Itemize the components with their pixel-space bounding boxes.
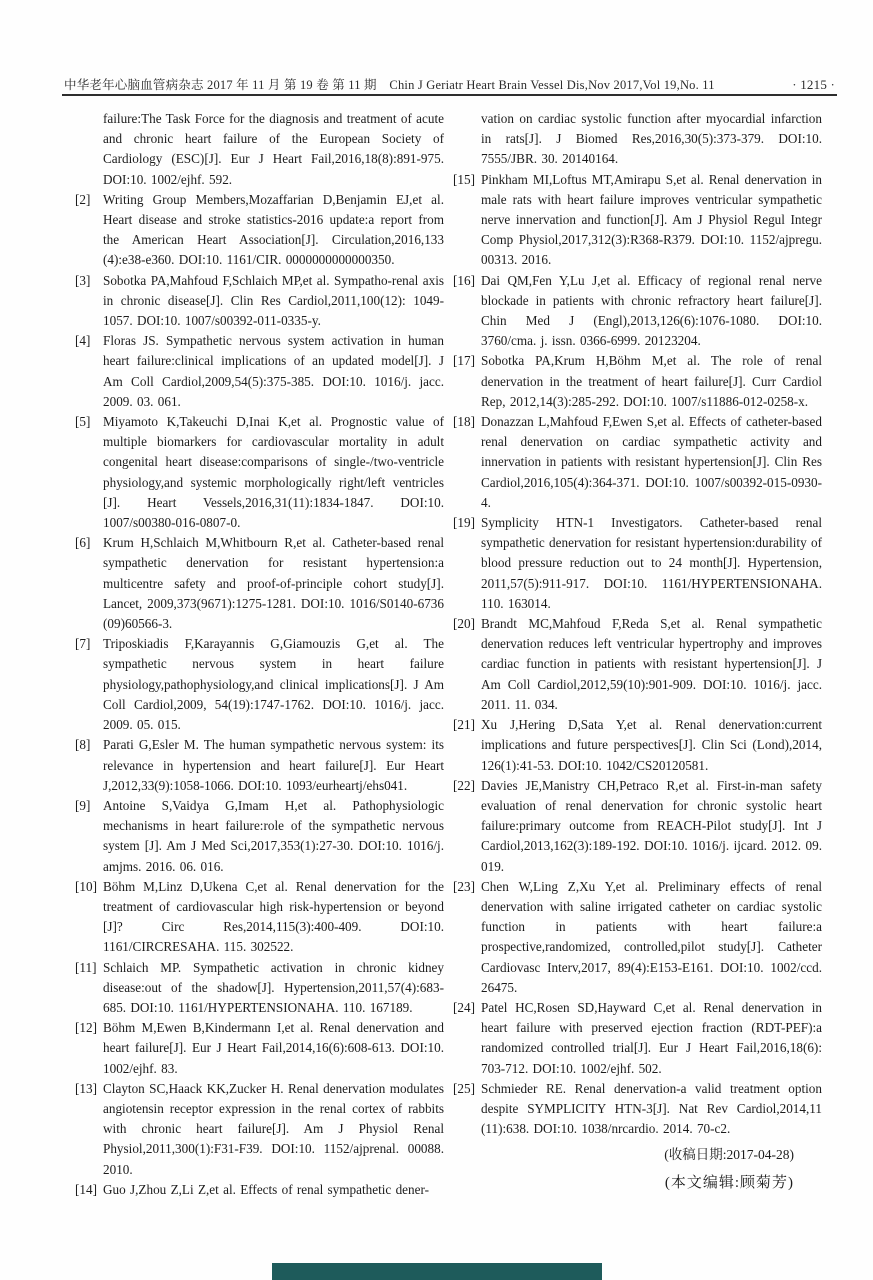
reference-text: Brandt MC,Mahfoud F,Reda S,et al. Renal sympathetic denervation reduces left ventricular hypertrophy and improves cardiac function in patients with resistant hypertension[J]. J Am Coll Cardiol,2012,59(10):901-909. DOI:10. 1016/j. jacc. 2011. 11. 034. (481, 616, 822, 712)
reference-number: [8] (75, 737, 91, 753)
reference-text: Patel HC,Rosen SD,Hayward C,et al. Renal denervation in heart failure with preserved ejection fraction (RDT-PEF):a randomized controlled trial[J]. Eur J Heart Fail,2016,18(6): 703-712. DOI:10. 1002/ejhf. 502. (481, 999, 822, 1076)
reference-text: failure:The Task Force for the diagnosis and treatment of acute and chronic heart failure of the European Society of Cardiology (ESC)[J]. Eur J Heart Fail,2016,18(8):891-975. DOI:10. 1002/ejhf. 592. (103, 111, 444, 187)
reference-entry (453, 715, 822, 776)
reference-number: [20] (453, 616, 475, 632)
reference-text: Dai QM,Fen Y,Lu J,et al. Efficacy of regional renal nerve blockade in patients with chronic refractory heart failure[J]. Chin Med J (Engl),2013,126(6):1076-1080. DOI:10. 3760/cma. j. issn. 0366-6999. 20123204. (481, 272, 822, 349)
reference-number: [15] (453, 171, 475, 187)
reference-text: Pinkham MI,Loftus MT,Amirapu S,et al. Renal denervation in male rats with heart failure improves ventricular sympathetic nerve innervation and function[J]. Am J Physiol Regul Integr Comp Physiol,2017,312(3):R368-R379. DOI:10. 1152/ajpregu. 00313. 2016. (481, 171, 822, 268)
reference-text: Chen W,Ling Z,Xu Y,et al. Preliminary effects of renal denervation with saline irrigated catheter on cardiac systolic function in patients with heart failure:a prospective,randomized, controlled,pilot study[J]. Catheter Cardiovasc Interv,2017, 89(4):E153-E161. DOI:10. 1002/ccd. 26475. (481, 878, 822, 995)
header-rule (62, 94, 837, 96)
reference-number: [10] (75, 878, 97, 894)
reference-text: Sobotka PA,Krum H,Böhm M,et al. The role of renal denervation in the treatment of heart failure[J]. Curr Cardiol Rep, 2012,14(3):285-292. DOI:10. 1007/s11886-012-0258-x. (481, 353, 822, 409)
reference-text: Floras JS. Sympathetic nervous system activation in human heart failure:clinical implications of an updated model[J]. J Am Coll Cardiol,2009,54(5):375-385. DOI:10. 1016/j. jacc. 2009. 03. 061. (103, 333, 444, 409)
reference-entry (453, 614, 822, 715)
reference-entry (453, 998, 822, 1079)
reference-text: Xu J,Hering D,Sata Y,et al. Renal denervation:current implications and future perspectives[J]. Clin Sci (Lond),2014, 126(1):41-53. DOI:10. 1042/CS20120581. (481, 717, 822, 773)
reference-entry (75, 1018, 444, 1079)
reference-text: Guo J,Zhou Z,Li Z,et al. Effects of renal sympathetic dener- (103, 1181, 429, 1197)
reference-text: Triposkiadis F,Karayannis G,Giamouzis G,et al. The sympathetic nervous system in heart failure physiology,pathophysiology,and clinical implications[J]. J Am Coll Cardiol,2009, 54(19):1747-1762. DOI:10. 1016/j. jacc. 2009. 05. 015. (103, 636, 444, 733)
reference-number: [14] (75, 1181, 97, 1197)
references-column-left (75, 109, 444, 1200)
reference-number: [19] (453, 515, 475, 531)
reference-entry (75, 412, 444, 533)
reference-entry (75, 735, 444, 796)
reference-number: [21] (453, 717, 475, 733)
reference-entry (75, 877, 444, 958)
reference-text: Schlaich MP. Sympathetic activation in chronic kidney disease:out of the shadow[J]. Hypertension,2011,57(4):683-685. DOI:10. 1161/HYPERTENSIONAHA. 110. 167189. (103, 959, 444, 1015)
reference-text: Writing Group Members,Mozaffarian D,Benjamin EJ,et al. Heart disease and stroke statistics-2016 update:a report from the American Heart Association[J]. Circulation,2016,133 (4):e38-e360. DOI:10. 1161/CIR. 0000000000000350. (103, 191, 444, 268)
reference-number: [17] (453, 353, 475, 369)
reference-text: Schmieder RE. Renal denervation-a valid treatment option despite SYMPLICITY HTN-3[J]. Nat Rev Cardiol,2014,11 (11):638. DOI:10. 1038/nrcardio. 2014. 70-c2. (481, 1080, 822, 1137)
reference-text: vation on cardiac systolic function after myocardial infarction in rats[J]. J Biomed Res,2016,30(5):373-379. DOI:10. 7555/JBR. 30. 20140164. (481, 111, 822, 167)
reference-number: [16] (453, 272, 475, 288)
reference-entry (453, 109, 822, 170)
reference-entry (453, 776, 822, 877)
reference-text: Davies JE,Manistry CH,Petraco R,et al. First-in-man safety evaluation of renal denervation for chronic systolic heart failure:primary outcome from REACH-Pilot study[J]. Int J Cardiol,2013,162(3):189-192. DOI:10. 1016/j. ijcard. 2012. 09. 019. (481, 777, 822, 874)
reference-entry (75, 634, 444, 735)
reference-number: [5] (75, 414, 91, 430)
journal-citation: 中华老年心脑血管病杂志 2017 年 11 月 第 19 卷 第 11 期 Chin J Geriatr Heart Brain Vessel Dis,Nov 2017,Vol 19,No. 11 (64, 78, 715, 92)
reference-number: [13] (75, 1080, 97, 1096)
reference-number: [23] (453, 878, 475, 894)
reference-entry (75, 271, 444, 332)
bottom-bar (272, 1263, 602, 1280)
reference-entry (75, 331, 444, 412)
reference-text: Parati G,Esler M. The human sympathetic nervous system: its relevance in hypertension and heart failure[J]. Eur Heart J,2012,33(9):1058-1066. DOI:10. 1093/eurheartj/ehs041. (103, 737, 444, 793)
reference-entry (75, 190, 444, 271)
reference-entry (75, 533, 444, 634)
reference-text: Donazzan L,Mahfoud F,Ewen S,et al. Effects of catheter-based renal denervation on cardiac sympathetic activity and innervation in patients with resistant hypertension[J]. Clin Res Cardiol,2016,105(4):364-371. DOI:10. 1007/s00392-015-0930-4. (481, 414, 822, 510)
reference-entry (453, 877, 822, 998)
page-header (64, 75, 835, 93)
reference-number: [11] (75, 959, 97, 975)
reference-entry (453, 351, 822, 412)
reference-entry (453, 170, 822, 271)
reference-entry (453, 271, 822, 352)
editor-note: (本文编辑:顾菊芳) (664, 1175, 794, 1192)
reference-entry (75, 796, 444, 877)
reference-text: Sobotka PA,Mahfoud F,Schlaich MP,et al. Sympatho-renal axis in chronic disease[J]. Clin Res Cardiol,2011,100(12): 1049-1057. DOI:10. 1007/s00392-011-0335-y. (103, 272, 444, 329)
reference-entry (75, 109, 444, 190)
reference-number: [24] (453, 999, 475, 1015)
reference-number: [12] (75, 1020, 97, 1036)
reference-text: Symplicity HTN-1 Investigators. Catheter-based renal sympathetic denervation for resistant hypertension:durability of blood pressure reduction out to 24 month[J]. Hypertension, 2011,57(5):911-917. DOI:10. 1161/HYPERTENSIONAHA. 110. 163014. (481, 515, 822, 611)
reference-number: [22] (453, 777, 475, 793)
reference-text: Krum H,Schlaich M,Whitbourn R,et al. Catheter-based renal sympathetic denervation for resistant hypertension:a multicentre safety and proof-of-principle cohort study[J]. Lancet, 2009,373(9671):1275-1281. DOI:10. 1016/S0140-6736 (09)60566-3. (103, 535, 444, 632)
reference-text: Miyamoto K,Takeuchi D,Inai K,et al. Prognostic value of multiple biomarkers for cardiovascular mortality in adult congenital heart disease:comparisons of single-/two-ventricle physiology,and systemic morphologically right/left ventricles [J]. Heart Vessels,2016,31(11):1834-1847. DOI:10. 1007/s00380-016-0807-0. (103, 414, 444, 531)
reference-number: [4] (75, 333, 91, 349)
reference-number: [3] (75, 272, 91, 288)
reference-entry (453, 1079, 822, 1140)
references-section (75, 109, 822, 1200)
reference-text: Böhm M,Linz D,Ukena C,et al. Renal denervation for the treatment of cardiovascular high risk-hypertension or beyond [J]? Circ Res,2014,115(3):400-409. DOI:10. 1161/CIRCRESAHA. 115. 302522. (103, 878, 444, 955)
reference-number: [9] (75, 797, 91, 813)
reference-number: [18] (453, 414, 475, 430)
reference-entry (75, 958, 444, 1019)
reference-number: [6] (75, 535, 91, 551)
reference-entry (453, 412, 822, 513)
reference-text: Antoine S,Vaidya G,Imam H,et al. Pathophysiologic mechanisms in heart failure:role of the sympathetic nervous system [J]. Am J Med Sci,2017,353(1):27-30. DOI:10. 1016/j. amjms. 2016. 06. 016. (103, 797, 444, 874)
reference-entry (453, 513, 822, 614)
reference-text: Clayton SC,Haack KK,Zucker H. Renal denervation modulates angiotensin receptor expression in the renal cortex of rabbits with chronic heart failure[J]. Am J Physiol Renal Physiol,2011,300(1):F31-F39. DOI:10. 1152/ajprenal. 00088. 2010. (103, 1080, 444, 1177)
received-date-note: (收稿日期:2017-04-28) (664, 1147, 794, 1163)
references-column-right (453, 109, 822, 1200)
reference-number: [2] (75, 191, 91, 207)
page-number: · 1215 · (792, 77, 835, 92)
reference-number: [7] (75, 636, 91, 652)
reference-number: [25] (453, 1080, 475, 1096)
reference-entry (75, 1079, 444, 1180)
reference-text: Böhm M,Ewen B,Kindermann I,et al. Renal denervation and heart failure[J]. Eur J Heart Fail,2014,16(6):608-613. DOI:10. 1002/ejhf. 83. (103, 1020, 444, 1076)
reference-entry (75, 1180, 444, 1200)
